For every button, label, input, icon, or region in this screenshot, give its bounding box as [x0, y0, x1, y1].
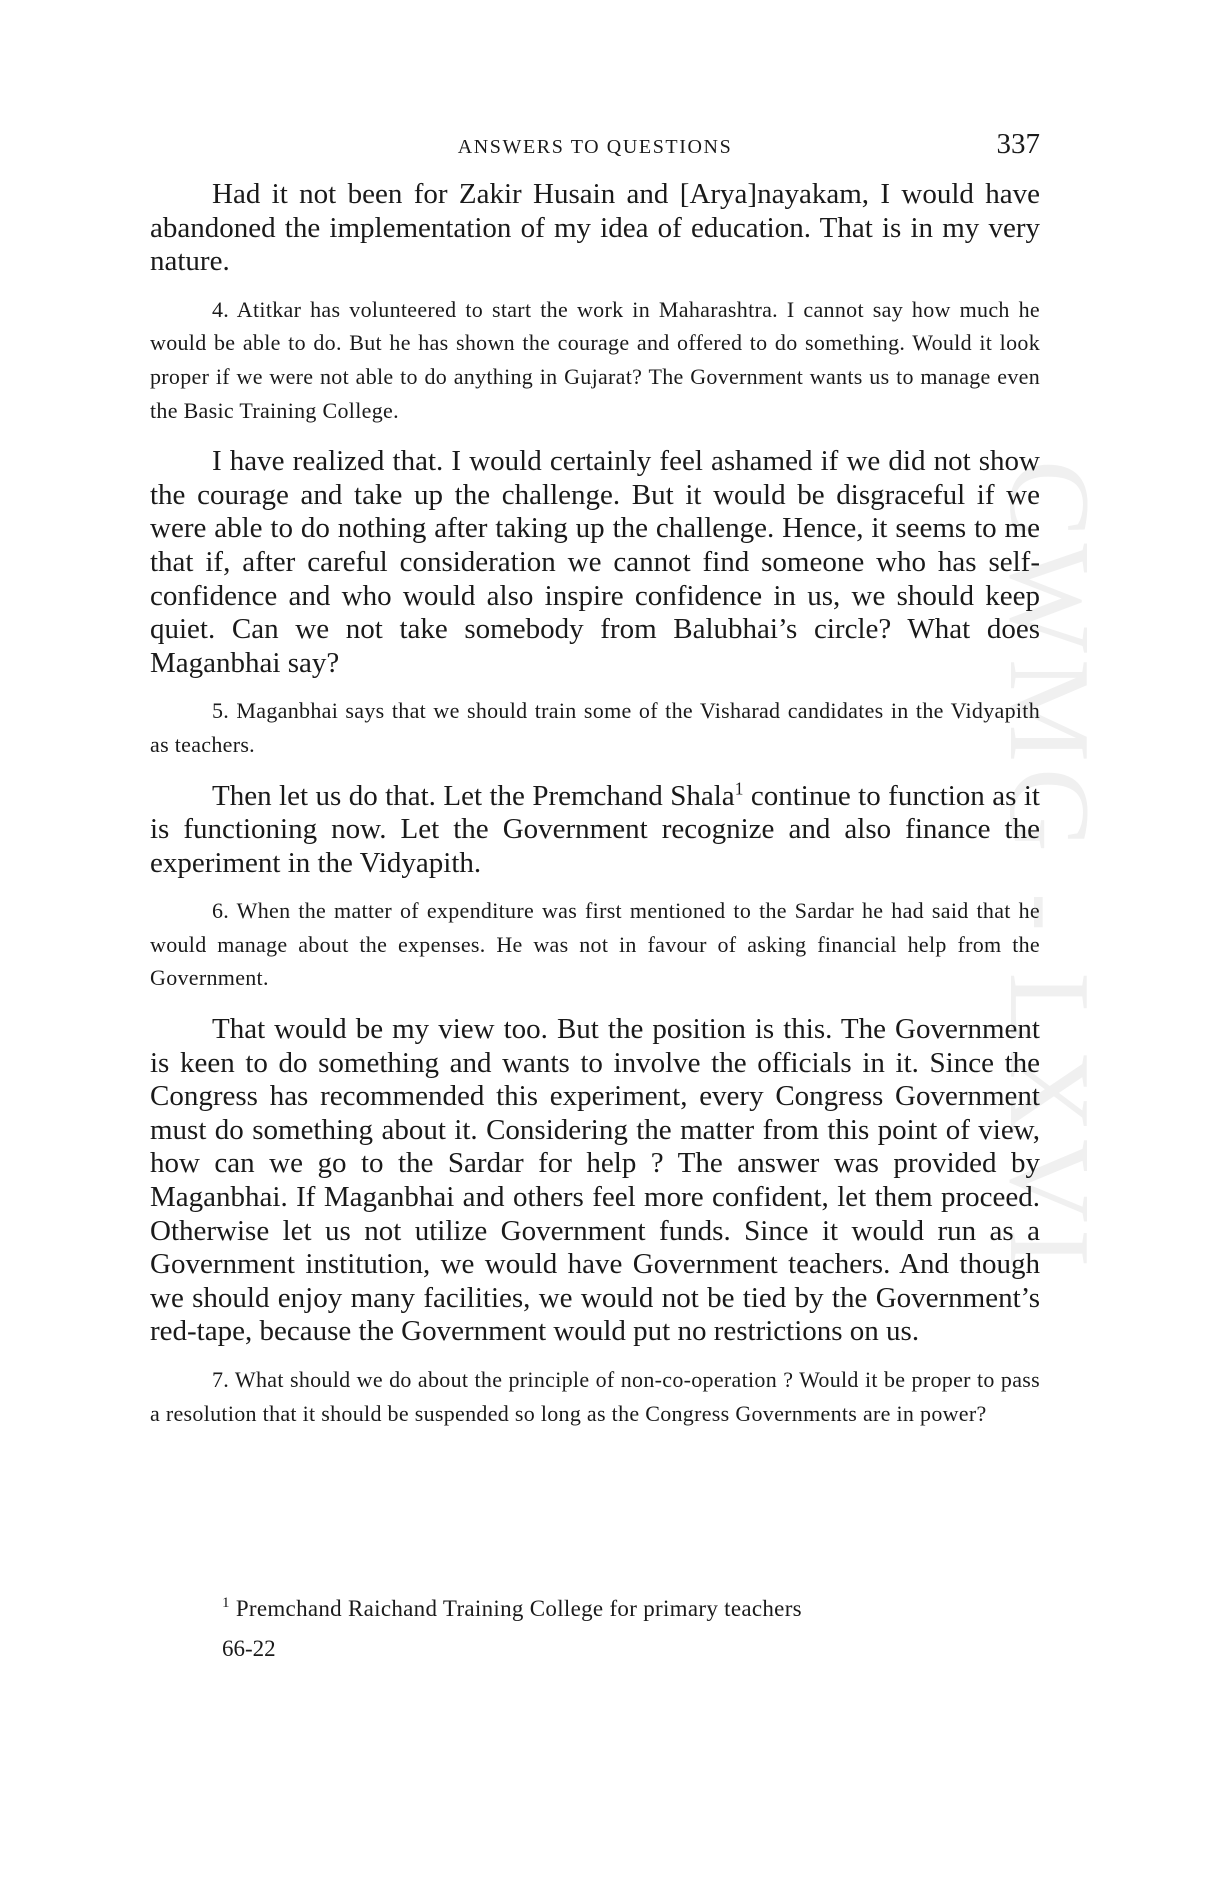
answer-paragraph [150, 777, 1040, 881]
watermark-text: CWMG - LXVI [985, 460, 1113, 1274]
answer-text: continue to function as it is functioning now. Let the Government recognize and also finance the experiment in the Vidyapith. [150, 779, 1040, 879]
answer-paragraph: That would be my view too. But the position is this. The Government is keen to do something and wants to involve the officials in it. Since the Congress has recommended this experiment, every Congress Government must do something about it. Considering the matter from this point of view, how can we go to the Sardar for help ? The answer was provided by Maganbhai. If Maganbhai and others feel more confident, let them proceed. Otherwise let us not utilize Government funds. Since it would run as a Government institution, we would have Government teachers. And though we should enjoy many facilities, we would not be tied by the Government’s red-tape, because the Government would put no restrictions on us. [150, 1013, 1040, 1348]
question-paragraph: 6. When the matter of expenditure was first mentioned to the Sardar he had said that he would manage about the expenses. He was not in favour of asking financial help from the Government. [150, 898, 1040, 991]
page-number: 337 [996, 128, 1040, 160]
question-paragraph: 7. What should we do about the principle of non-co-operation ? Would it be proper to pass a resolution that it should be suspended so long as the Congress Governments are in power? [150, 1367, 1040, 1426]
answer-paragraph: I have realized that. I would certainly feel ashamed if we did not show the courage and take up the challenge. But it would be disgraceful if we were able to do nothing after taking up the challenge. Hence, it seems to me that if, after careful consideration we cannot find someone who has self-confidence and who would also inspire confidence in us, we should keep quiet. Can we not take somebody from Balubhai’s circle? What does Maganbhai say? [150, 445, 1040, 679]
footnote-marker: 1 [222, 1595, 230, 1612]
question-paragraph: 5. Maganbhai says that we should train some of the Visharad candidates in the Vidyapith as teachers. [150, 698, 1040, 757]
footnote-reference: 1 [734, 777, 744, 798]
body-text [150, 178, 1040, 1430]
footnote-text: Premchand Raichand Training College for primary teachers [235, 1596, 802, 1621]
question-paragraph: 4. Atitkar has volunteered to start the work in Maharashtra. I cannot say how much he would be able to do. But he has shown the courage and offered to do something. Would it look proper if we were not able to do anything in Gujarat? The Government wants us to manage even the Basic Training College. [150, 296, 1040, 423]
running-title: ANSWERS TO QUESTIONS [457, 136, 733, 158]
signature-mark: 66-22 [222, 1636, 276, 1661]
page-header [150, 128, 1040, 168]
answer-paragraph: Had it not been for Zakir Husain and [Arya]nayakam, I would have abandoned the implementation of my idea of education. That is in my very nature. [150, 178, 1040, 278]
answer-text: Then let us do that. Let the Premchand Shala [212, 779, 735, 812]
footnote [222, 1596, 802, 1622]
